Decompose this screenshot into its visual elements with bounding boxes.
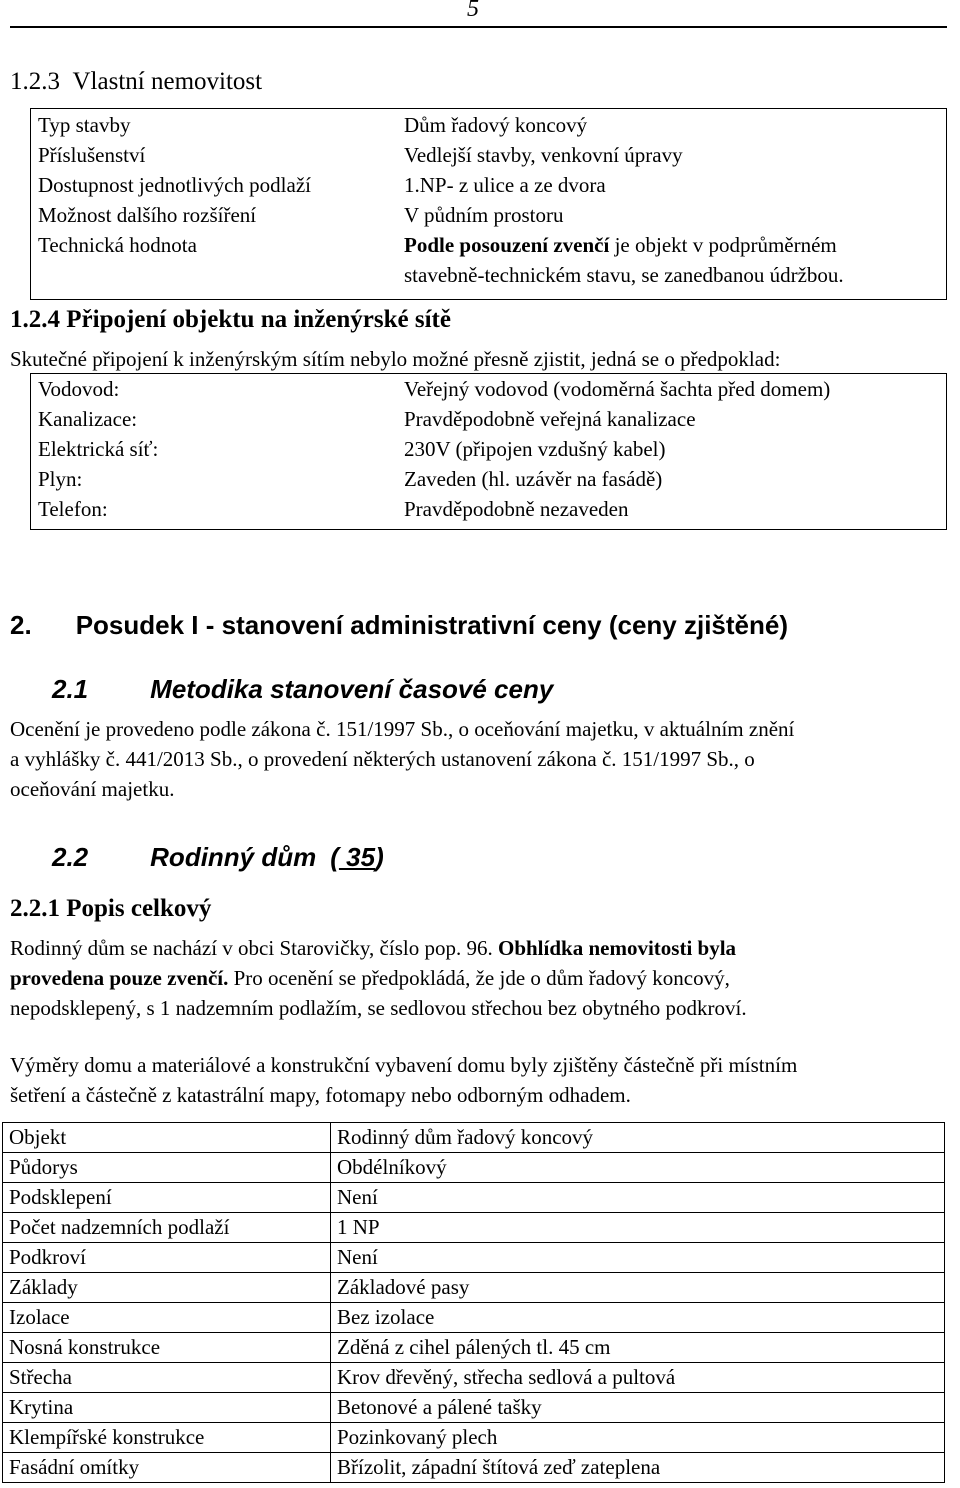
text: je objekt v podprůměrném	[609, 233, 837, 257]
section-number: 1.2.4	[10, 306, 60, 333]
utilities-intro: Skutečné připojení k inženýrským sítím nebylo možné přesně zjistit, jedná se o předpoklad:	[10, 347, 781, 371]
table-row	[3, 1213, 945, 1243]
row-label: Izolace	[3, 1303, 331, 1333]
section-1-2-4-heading	[10, 306, 451, 334]
description-line	[10, 963, 730, 993]
paren-close: )	[375, 842, 384, 872]
paren-open: (	[330, 842, 339, 872]
row-value: Obdélníkový	[331, 1153, 945, 1183]
table-row	[3, 1333, 945, 1363]
row-value: 1 NP	[331, 1213, 945, 1243]
description-line: nepodsklepený, s 1 nadzemním podlažím, se sedlovou střechou bez obytného podkroví.	[10, 996, 747, 1020]
row-value: Betonové a pálené tašky	[331, 1393, 945, 1423]
section-2-1-heading	[52, 674, 553, 705]
method-line: Ocenění je provedeno podle zákona č. 151/1997 Sb., o oceňování majetku, v aktuálním znění	[10, 717, 795, 741]
table-row	[3, 1153, 945, 1183]
row-value: Břízolit, západní štítová zeď zateplena	[331, 1453, 945, 1483]
row-label: Plyn:	[38, 467, 83, 491]
row-label: Klempířské konstrukce	[3, 1423, 331, 1453]
row-label: Příslušenství	[38, 143, 146, 167]
section-number: 2.2	[52, 842, 89, 872]
row-label: Vodovod:	[38, 377, 120, 401]
section-1-2-3-heading	[10, 68, 262, 96]
row-value: Pravděpodobně veřejná kanalizace	[404, 407, 696, 431]
section-title: Metodika stanovení časové ceny	[150, 674, 554, 704]
section-title: Posudek I - stanovení administrativní ceny (ceny zjištěné)	[75, 610, 789, 640]
text: Pro ocenění se předpokládá, že jde o dům řadový koncový,	[228, 966, 730, 990]
row-label: Možnost dalšího rozšíření	[38, 203, 257, 227]
row-label: Základy	[3, 1273, 331, 1303]
bold-phrase: Podle posouzení zvenčí	[404, 233, 610, 257]
row-value: Dům řadový koncový	[404, 113, 588, 137]
bold-phrase: Obhlídka nemovitosti byla	[497, 936, 737, 960]
header-rule	[10, 26, 947, 28]
row-value: 1.NP- z ulice a ze dvora	[404, 173, 606, 197]
row-value: Zděná z cihel pálených tl. 45 cm	[331, 1333, 945, 1363]
row-label: Telefon:	[38, 497, 108, 521]
row-label: Objekt	[3, 1123, 331, 1153]
row-value: Veřejný vodovod (vodoměrná šachta před domem)	[404, 377, 831, 401]
section-number: 1.2.3	[10, 68, 60, 95]
reference-number: 35	[338, 842, 376, 872]
row-label: Elektrická síť:	[38, 437, 159, 461]
building-table	[2, 1122, 945, 1483]
table-row	[3, 1453, 945, 1483]
table-row	[3, 1423, 945, 1453]
description-line: šetření a částečně z katastrální mapy, fotomapy nebo odborným odhadem.	[10, 1083, 631, 1107]
bold-phrase: provedena pouze zvenčí.	[10, 966, 229, 990]
row-value: Krov dřevěný, střecha sedlová a pultová	[331, 1363, 945, 1393]
row-value: Základové pasy	[331, 1273, 945, 1303]
row-label: Podkroví	[3, 1243, 331, 1273]
section-title: Rodinný dům	[150, 842, 317, 872]
row-label: Podsklepení	[3, 1183, 331, 1213]
row-value: Rodinný dům řadový koncový	[331, 1123, 945, 1153]
page-number: 5	[467, 0, 479, 22]
table-row	[3, 1303, 945, 1333]
row-label: Dostupnost jednotlivých podlaží	[38, 173, 311, 197]
row-value-cont: stavebně-technickém stavu, se zanedbanou údržbou.	[404, 263, 844, 287]
section-title: Popis celkový	[66, 895, 212, 922]
row-label: Počet nadzemních podlaží	[3, 1213, 331, 1243]
row-value	[404, 230, 837, 260]
section-number: 2.1	[52, 674, 89, 704]
row-value: Pozinkovaný plech	[331, 1423, 945, 1453]
section-title: Vlastní nemovitost	[72, 68, 263, 95]
row-value: Zaveden (hl. uzávěr na fasádě)	[404, 467, 663, 491]
text: Rodinný dům se nachází v obci Starovičky, číslo pop. 96.	[10, 936, 498, 960]
row-label: Nosná konstrukce	[3, 1333, 331, 1363]
method-line: oceňování majetku.	[10, 777, 175, 801]
table-row	[3, 1273, 945, 1303]
table-row	[3, 1243, 945, 1273]
section-2-2-heading	[52, 842, 384, 873]
row-value: Není	[331, 1243, 945, 1273]
row-value: Bez izolace	[331, 1303, 945, 1333]
row-value: Pravděpodobně nezaveden	[404, 497, 629, 521]
row-label: Technická hodnota	[38, 233, 197, 257]
row-value: Není	[331, 1183, 945, 1213]
row-value: Vedlejší stavby, venkovní úpravy	[404, 143, 683, 167]
row-label: Půdorys	[3, 1153, 331, 1183]
row-label: Střecha	[3, 1363, 331, 1393]
row-label: Kanalizace:	[38, 407, 138, 431]
section-number: 2.2.1	[10, 895, 60, 922]
row-label: Krytina	[3, 1393, 331, 1423]
table-row	[3, 1183, 945, 1213]
description-line	[10, 933, 736, 963]
row-value: 230V (připojen vzdušný kabel)	[404, 437, 666, 461]
method-line: a vyhlášky č. 441/2013 Sb., o provedení některých ustanovení zákona č. 151/1997 Sb., o	[10, 747, 755, 771]
table-row	[3, 1393, 945, 1423]
row-value: V půdním prostoru	[404, 203, 564, 227]
section-2-heading	[10, 610, 788, 641]
table-row	[3, 1363, 945, 1393]
section-title: Připojení objektu na inženýrské sítě	[66, 306, 451, 333]
section-2-2-1-heading	[10, 895, 211, 923]
section-number: 2.	[10, 610, 32, 640]
description-line: Výměry domu a materiálové a konstrukční vybavení domu byly zjištěny částečně při místním	[10, 1053, 798, 1077]
row-label: Typ stavby	[38, 113, 131, 137]
table-row	[3, 1123, 945, 1153]
row-label: Fasádní omítky	[3, 1453, 331, 1483]
